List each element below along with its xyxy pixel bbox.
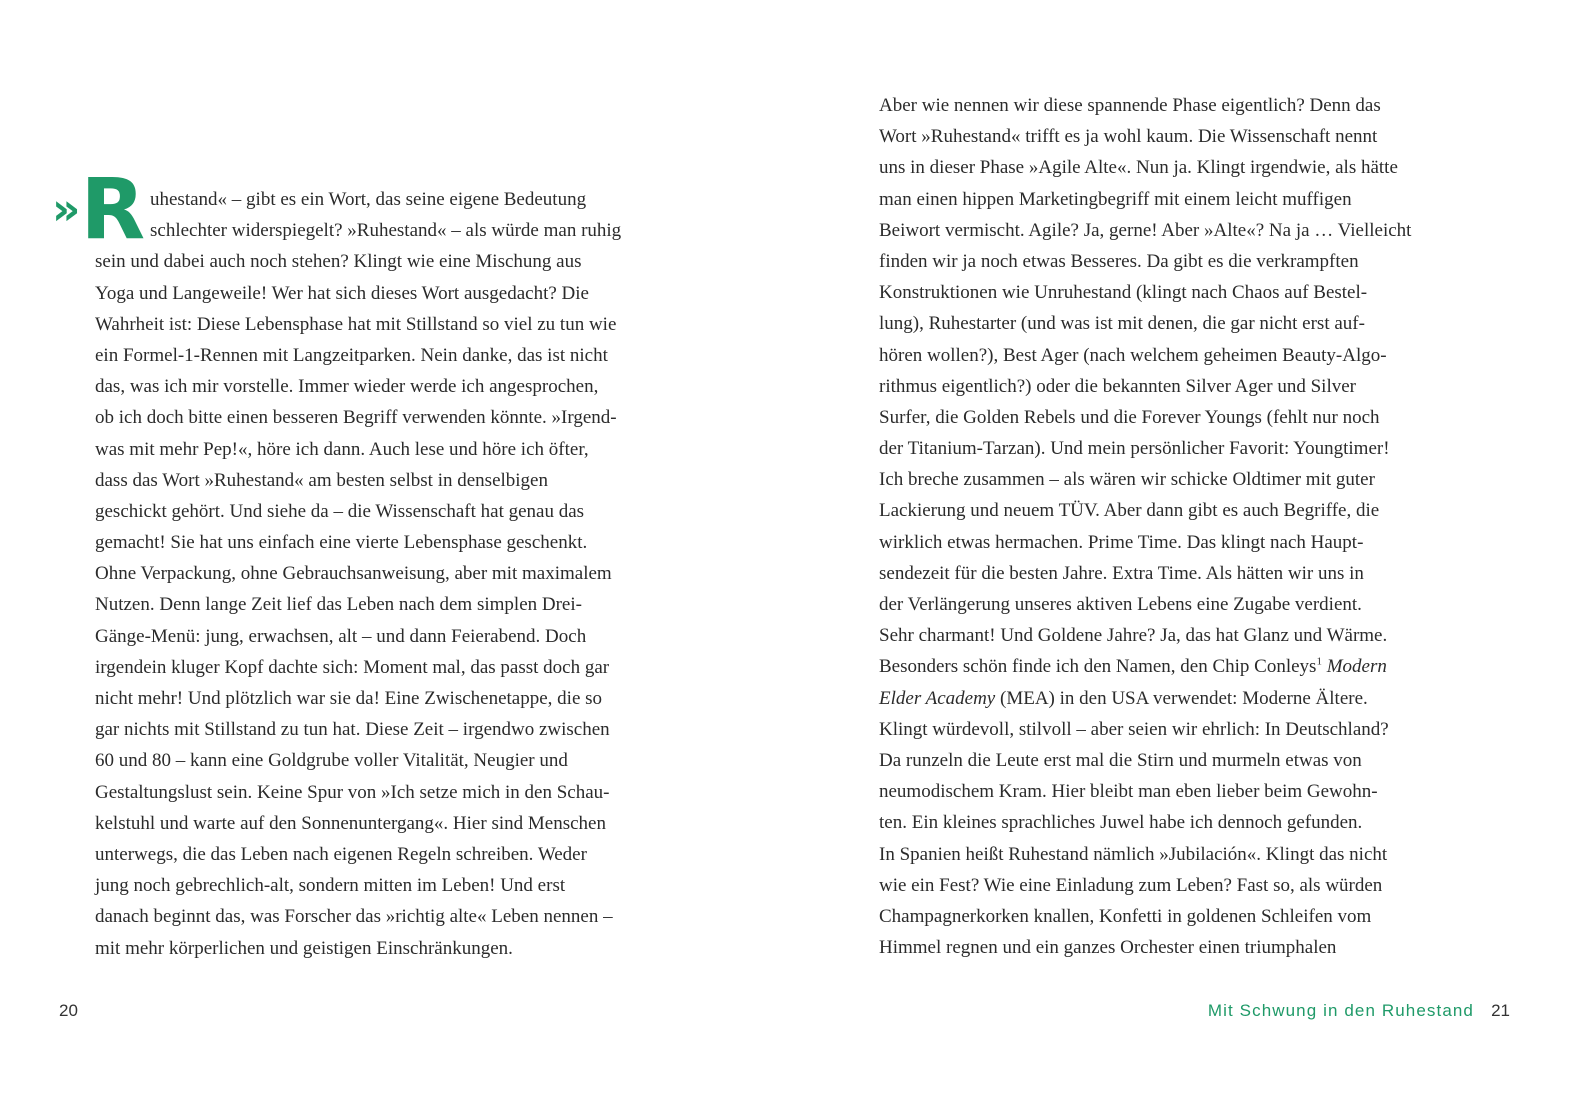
text-line: Surfer, die Golden Rebels und die Forever Youngs (fehlt nur noch (879, 406, 1380, 428)
text-line: Wort »Ruhestand« trifft es ja wohl kaum. Die Wissenschaft nennt (879, 126, 1378, 148)
text-line: kelstuhl und warte auf den Sonnenuntergang«. Hier sind Menschen (95, 812, 606, 834)
left-body-text (95, 184, 621, 964)
text-line: In Spanien heißt Ruhestand nämlich »Jubilación«. Klingt das nicht (879, 843, 1388, 865)
text-line: sendezeit für die besten Jahre. Extra Time. Als hätten wir uns in (879, 562, 1364, 584)
running-head: Mit Schwung in den Ruhestand (1207, 1001, 1474, 1020)
text-line: schlechter widerspiegelt? »Ruhestand« – als würde man ruhig (150, 220, 622, 242)
text-line: unterwegs, die das Leben nach eigenen Regeln schreiben. Weder (95, 843, 587, 865)
text-line: Ohne Verpackung, ohne Gebrauchsanweisung, aber mit maximalem (95, 563, 612, 585)
text-line: uhestand« – gibt es ein Wort, das seine eigene Bedeutung (150, 189, 587, 210)
right-page (785, 0, 1570, 1110)
text-line-with-footnote (879, 651, 1411, 682)
text-line: man einen hippen Marketingbegriff mit einem leicht muffigen (879, 188, 1352, 210)
italic-title-segment: Modern (1326, 656, 1387, 678)
text-line: Aber wie nennen wir diese spannende Phase eigentlich? Denn das (879, 95, 1381, 116)
text-line: Da runzeln die Leute erst mal die Stirn und murmeln etwas von (879, 749, 1362, 771)
text-line: mit mehr körperlichen und geistigen Einschränkungen. (95, 937, 513, 959)
text-line: Ich breche zusammen – als wären wir schicke Oldtimer mit guter (879, 469, 1375, 491)
text-line: der Titanium-Tarzan). Und mein persönlicher Favorit: Youngtimer! (879, 438, 1390, 460)
right-body-text (879, 90, 1411, 963)
text-line: gemacht! Sie hat uns einfach eine vierte Lebensphase geschenkt. (95, 532, 588, 554)
text-line: dass das Wort »Ruhestand« am besten selbst in denselbigen (95, 469, 548, 491)
text-line: das, was ich mir vorstelle. Immer wieder werde ich angesprochen, (95, 376, 599, 398)
text-line: Wahrheit ist: Diese Lebensphase hat mit Stillstand so viel zu tun wie (95, 313, 617, 335)
text-line: hören wollen?), Best Ager (nach welchem geheimen Beauty-Algo- (879, 344, 1387, 366)
text-line: Lackierung und neuem TÜV. Aber dann gibt es auch Begriffe, die (879, 500, 1380, 522)
page-number-right: 21 (1491, 1001, 1510, 1020)
text-line: ob ich doch bitte einen besseren Begriff verwenden könnte. »Irgend- (95, 407, 617, 429)
text-line: Himmel regnen und ein ganzes Orchester einen triumphalen (879, 937, 1337, 959)
text-line: gar nichts mit Stillstand zu tun hat. Diese Zeit – irgendwo zwischen (95, 719, 610, 741)
text-line: sein und dabei auch noch stehen? Klingt wie eine Mischung aus (95, 251, 582, 273)
text-line: neumodischem Kram. Hier bleibt man eben lieber beim Gewohn- (879, 781, 1378, 803)
drop-cap-guillemet: » (52, 184, 81, 235)
text-line: Champagnerkorken knallen, Konfetti in goldenen Schleifen vom (879, 905, 1372, 927)
text-line: uns in dieser Phase »Agile Alte«. Nun ja. Klingt irgendwie, als hätte (879, 157, 1398, 179)
text-line: Nutzen. Denn lange Zeit lief das Leben nach dem simplen Drei- (95, 594, 582, 616)
text-line: 60 und 80 – kann eine Goldgrube voller Vitalität, Neugier und (95, 750, 568, 772)
text-line: finden wir ja noch etwas Besseres. Da gibt es die verkrampften (879, 250, 1359, 272)
text-line: der Verlängerung unseres aktiven Lebens eine Zugabe verdient. (879, 594, 1362, 615)
italic-title-segment: Elder Academy (879, 687, 996, 709)
text-line: Beiwort vermischt. Agile? Ja, gerne! Aber »Alte«? Na ja … Vielleicht (879, 219, 1412, 241)
text-line: wie ein Fest? Wie eine Einladung zum Leben? Fast so, als würden (879, 874, 1383, 896)
text-line: Yoga und Langeweile! Wer hat sich dieses Wort ausgedacht? Die (95, 282, 589, 304)
drop-cap-letter: R (80, 160, 144, 259)
text-line: Klingt würdevoll, stilvoll – aber seien wir ehrlich: In Deutschland? (879, 718, 1389, 740)
text-line: nicht mehr! Und plötzlich war sie da! Eine Zwischenetappe, die so (95, 688, 603, 709)
text-line-with-italic (879, 683, 1411, 714)
text-line: lung), Ruhestarter (und was ist mit denen, die gar nicht erst auf- (879, 313, 1365, 335)
text-line: geschickt gehört. Und siehe da – die Wissenschaft hat genau das (95, 500, 585, 522)
text-line: was mit mehr Pep!«, höre ich dann. Auch lese und höre ich öfter, (95, 438, 589, 460)
text-line: irgendein kluger Kopf dachte sich: Moment mal, das passt doch gar (95, 656, 610, 678)
text-line: Sehr charmant! Und Goldene Jahre? Ja, das hat Glanz und Wärme. (879, 625, 1388, 647)
text-line: rithmus eigentlich?) oder die bekannten Silver Ager und Silver (879, 375, 1356, 397)
text-line: Gestaltungslust sein. Keine Spur von »Ich setze mich in den Schau- (95, 781, 610, 803)
text-line: Konstruktionen wie Unruhestand (klingt nach Chaos auf Bestel- (879, 282, 1368, 304)
text-line: wirklich etwas hermachen. Prime Time. Das klingt nach Haupt- (879, 531, 1364, 553)
text-line: jung noch gebrechlich-alt, sondern mitten im Leben! Und erst (95, 875, 566, 897)
text-segment: Besonders schön finde ich den Namen, den Chip Conleys (879, 656, 1317, 678)
text-line: Gänge-Menü: jung, erwachsen, alt – und dann Feierabend. Doch (95, 625, 587, 647)
page-number-left: 20 (59, 1001, 78, 1020)
text-line: ten. Ein kleines sprachliches Juwel habe ich dennoch gefunden. (879, 812, 1363, 834)
footnote-reference[interactable]: 1 (1316, 656, 1322, 669)
text-line: danach beginnt das, was Forscher das »richtig alte« Leben nennen – (95, 906, 613, 928)
text-line: ein Formel-1-Rennen mit Langzeitparken. Nein danke, das ist nicht (95, 344, 608, 366)
text-segment: (MEA) in den USA verwendet: Moderne Ältere. (995, 687, 1368, 709)
